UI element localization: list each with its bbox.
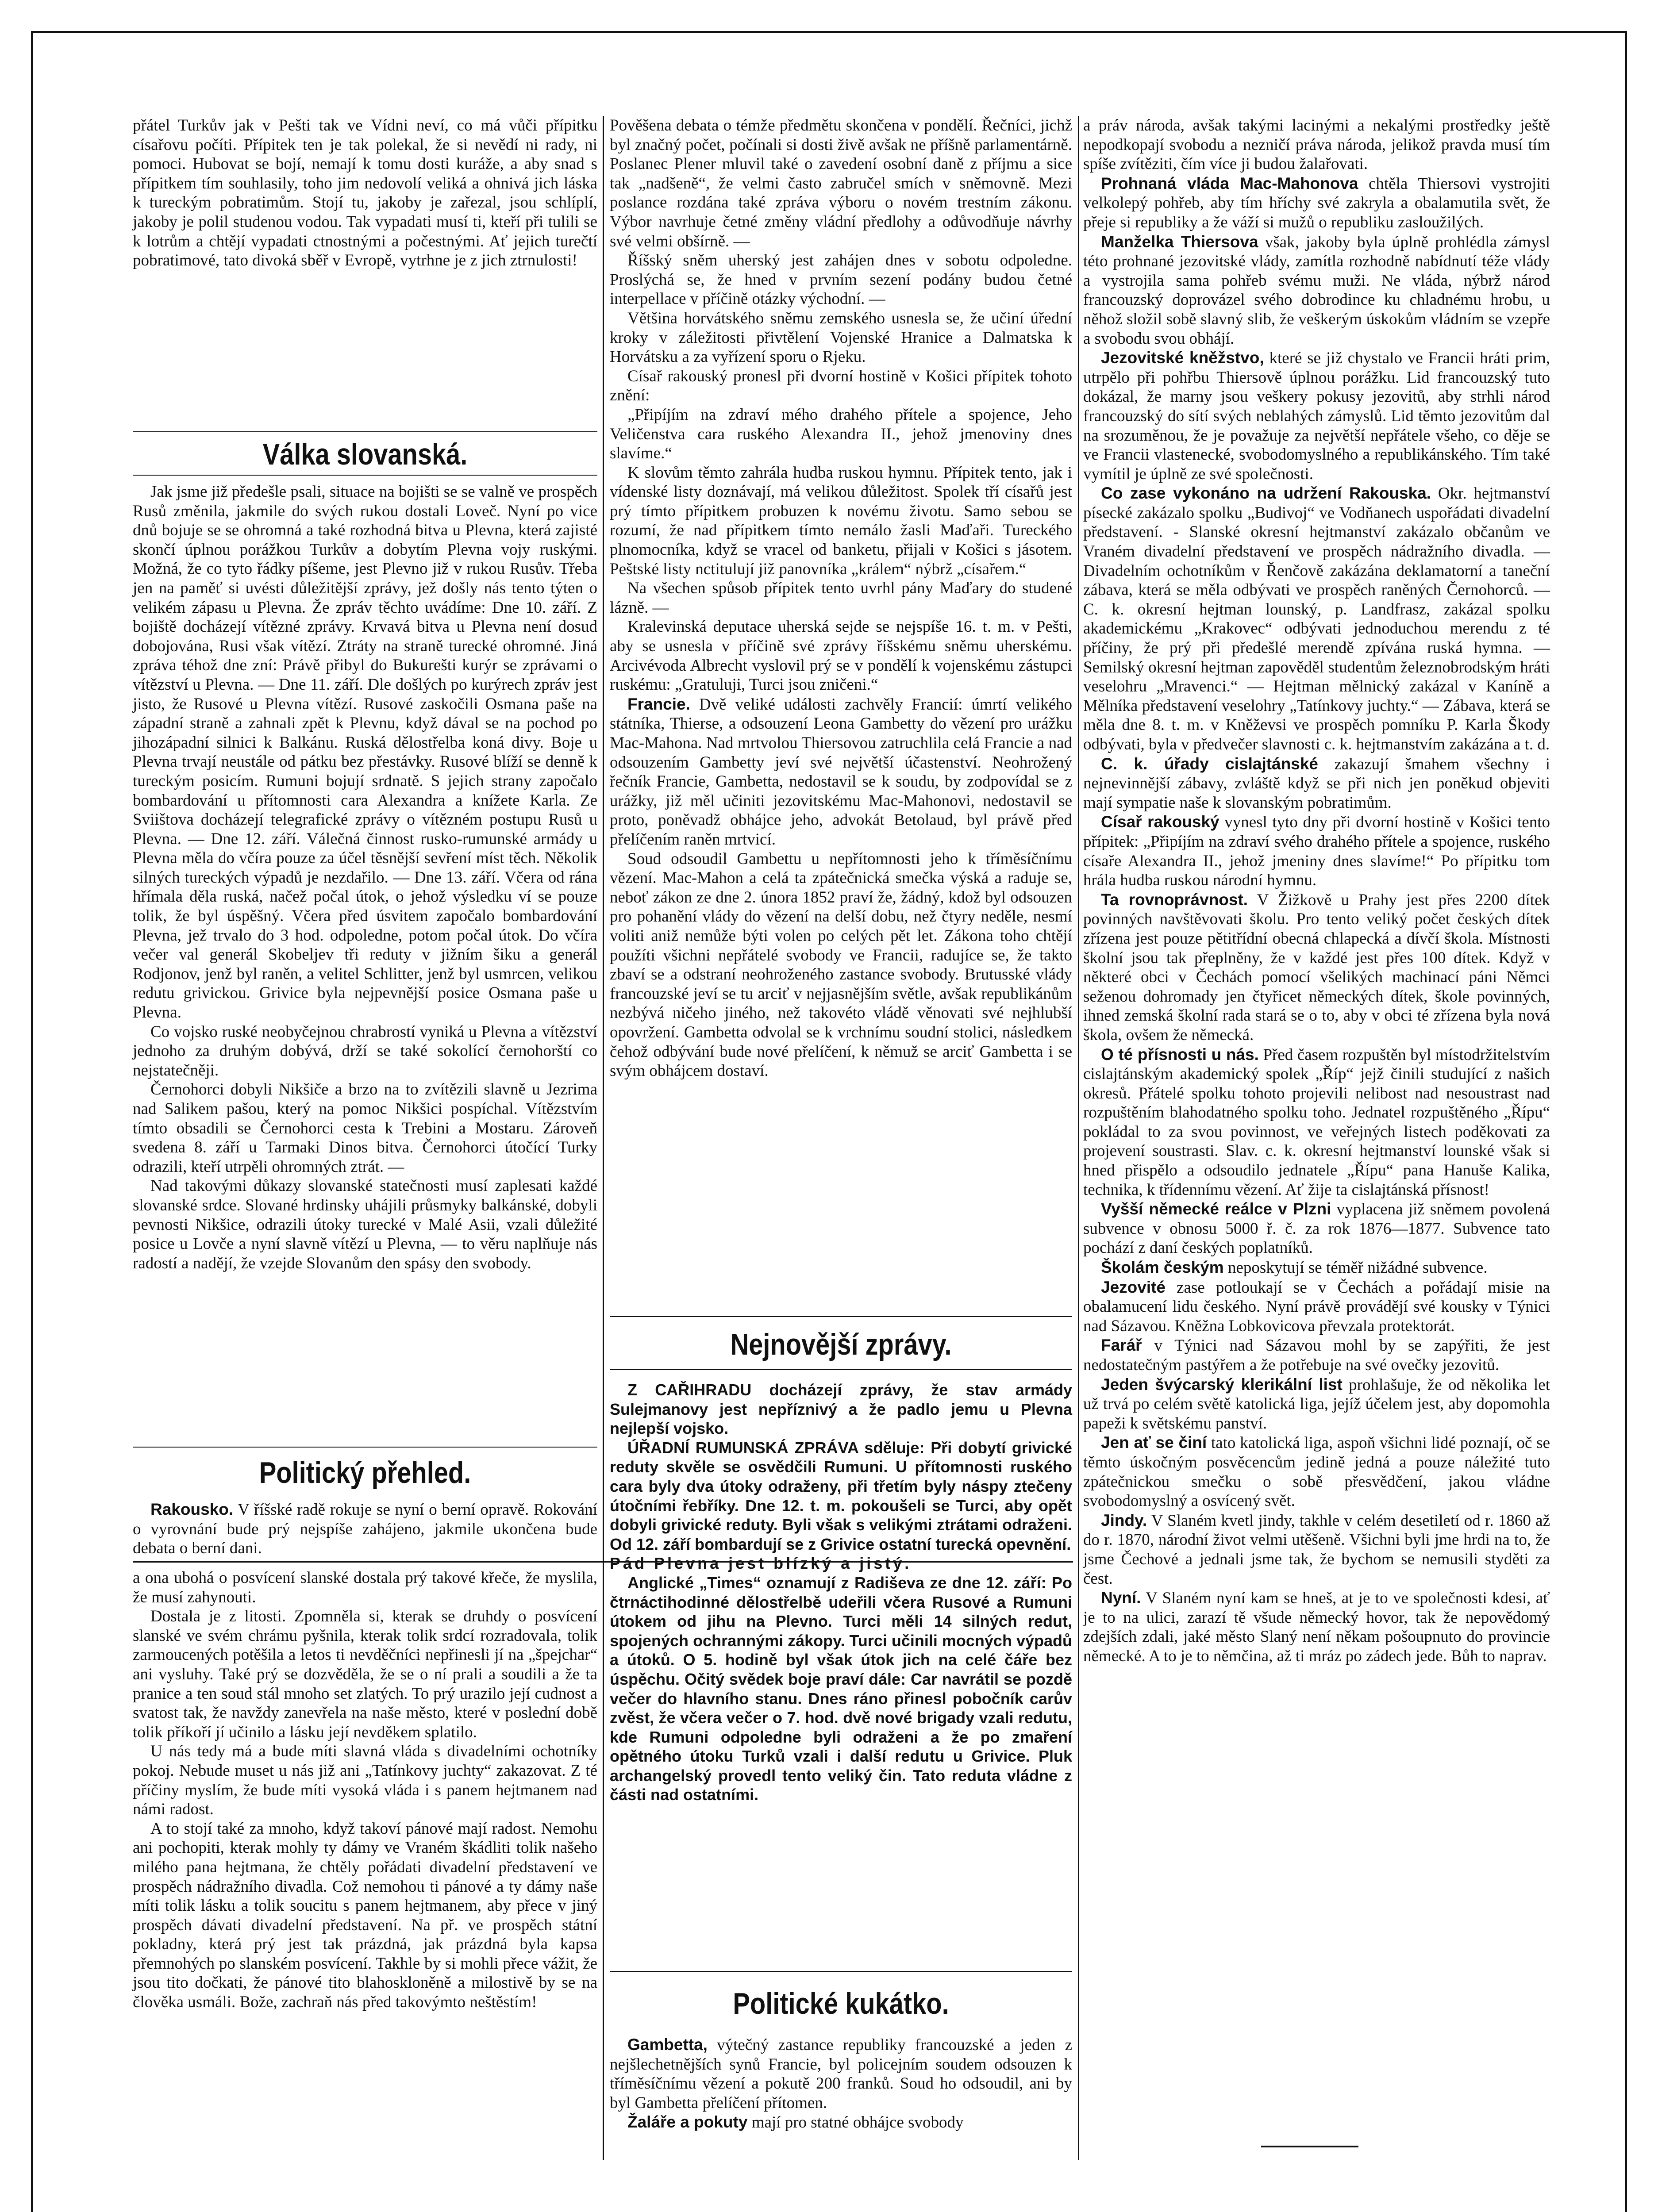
macmahon-lead: Prohnaná vláda Mac-Mahonova bbox=[1101, 174, 1358, 192]
francie-paragraph: Soud odsoudil Gambettu u nepřítomnosti jeho k tříměsíčnímu vězení. Mac-Mahon a celá ta zpátečnická smečka výská a raduje se, neboť zákon ze dne 2. února 1852 praví že, žádný, kdož byl odsouzen pro pohanění vlády do vězení na delší dobu, než čtyry neděle, nesmí voliti aniž nemůže býti volen po celých pět let. Zákona toho chtějí použíti všichni nepřátelé svobody ve Francii, radujíce se, že takto zbaví se a odstraní neohroženého zastance svobody. Brutusské vlády francouzské jeví se tu arciť v nejjasnějším světle, avšak republikánům nezbývá ničeho jiného, než takovéto vládě věnovati své nejhlubší opovržení. Gambetta odvolal se k vrchnímu soudní stolici, následkem čehož odbývání bude nové přelíčení, k němuž se arciť Gambetta i se svým obhájcem dostaví. bbox=[610, 849, 1072, 1080]
heading-valka-slovanska: Válka slovanská. bbox=[262, 438, 468, 471]
realka-text: vyplacena již sněmem povolená subvence v obnosu 5000 ř. č. za rok 1876—1877. Subvence tato pochází z daní českých poplatníků. bbox=[1083, 1200, 1550, 1257]
rule-under-nejnovejsi bbox=[610, 1369, 1072, 1370]
valka-paragraph: Černohorci dobyli Nikšiče a brzo na to zvítězili slavně u Jezrima nad Salikem pašou, který na pomoc Nikšici pospíchal. Vítězstvím tímto obsadili se Černohorci cesta k Trebini a Mostaru. Zároveň svedena 8. září u Tarmaki Dinos bitva. Černohorci útočící Turky odrazili, kteří utrpěli ohromných ztrát. — bbox=[133, 1080, 597, 1176]
slany-article bbox=[133, 1568, 597, 2012]
rule-above-nejnovejsi bbox=[610, 1316, 1072, 1317]
urady-text: zakazují šmahem všechny i nejnevinnější zábavy, zvláště když se při nich jen poněkud objeviti mají sympatie naše k slovanským pobratimům. bbox=[1083, 755, 1550, 812]
news-paragraph: Z CAŘIHRADU docházejí zprávy, že stav armády Sulejmanovy jest nepříznivý a že padlo jemu u Plevna nejlepší vojsko. bbox=[610, 1381, 1072, 1438]
col2-paragraph: Kralevinská deputace uherská sejde se nejspíše 16. t. m. v Pešti, aby se usnesla v příčině své zprávy říšskému sněmu uherskému. Arcivévoda Albrecht vyslovil prý se v pondělí k vojenskému zástupci ruskému: „Gratuluji, Turci jsou zničeni.“ bbox=[610, 618, 1072, 694]
column-1 bbox=[133, 116, 597, 270]
gambetta-text: výtečný zastance republiky francouzské a jeden z nejšlechetnějších synů Francie, byl policejním soudem odsouzen k tříměsíčnímu vězení a pokutě 200 franků. Soud ho odsoudil, ani by byl Gambetta přelíčení přítomen. bbox=[610, 2036, 1073, 2112]
col2-paragraph: Většina horvátského sněmu zemského usnesla se, že učiní úřední kroky v záležitosti přivtělení Vojenské Hranice a Dalmatska k Horvátsku a za vyřízení sporu o Rjeku. bbox=[610, 309, 1072, 366]
column-divider-2 bbox=[1078, 116, 1079, 2160]
toast-quote: „Připíjím na zdraví mého drahého přítele a spojence, Jeho Veličenstva cara ruského Alexandra II., jehož jmenoviny dnes slavíme.“ bbox=[610, 405, 1072, 463]
cini-lead: Jen ať se činí bbox=[1101, 1433, 1207, 1452]
skolam-text: neposkytují se téměř nižádné subvence. bbox=[1227, 1259, 1488, 1277]
intro-paragraph: přátel Turkův jak v Pešti tak ve Vídni neví, co má vůči přípitku císařovu počíti. Přípitek ten je tak polekal, že si nevědí ni rady, ni pomoci. Hubovat se bojí, nemají k tomu dosti kuráže, a aby snad s přípitkem tím souhlasily, toho jim nedovolí veliká a ohnivá jich láska k tureckým pobratimům. Stojí tu, jakoby je zařezal, jsou schlíplí, jakoby je polil studenou vodou. Tak vypadati musí ti, kteří při tulili se k lotrům a chtějí vypadati ctnostnými a počestnými. Ať jejich turečtí pobratimové, tato divoká sběř v Evropě, vytrhne je z jich ztrnulosti! bbox=[133, 116, 597, 270]
skolam-lead: Školám českým bbox=[1101, 1258, 1224, 1277]
macmahon-text: chtěla Thiersovi vystrojiti velkolepý pohřeb, aby tím hříchy své zakryla a obalamutila svět, že přeje si republiky a že váží si mužů o republiku zasloužilých. bbox=[1083, 174, 1550, 231]
heading-politicky-prehled: Politický přehled. bbox=[259, 1456, 471, 1490]
rovnopravnost-text: V Žižkově u Prahy jest přes 2200 dítek povinných navštěvovati školu. Pro tento veliký počet českých dítek zřízena jest pouze pětitřídní obecná chlapecká a dívčí škola. Místnosti školní jsou tak přeplněny, že v každé jest přes 100 dítek. Když v některé obci v Čechách pomocí všelikých machinací páni Němci seženou dohromady jen čtyřicet německých dítek, škole povinných, ihned zemská školní rada stará se o to, aby v obci té zřízena byla nová škola, ovšem že německá. bbox=[1083, 891, 1550, 1044]
jezovite-lead: Jezovité bbox=[1101, 1278, 1166, 1296]
valka-paragraph: Nad takovými důkazy slovanské statečnosti musí zaplesati každé slovanské srdce. Slované hrdinsky uhájili průsmyky balkánské, dobyli pevnosti Nikšice, odrazili útoky turecké v Malé Asii, vzali důležité posice u Lovče a nyní slavně vítězí u Plevna, — to věru naplňuje nás radostí a nadějí, že vzejde Slovanům den spásy den svobody. bbox=[133, 1177, 597, 1272]
valka-article bbox=[133, 482, 597, 1273]
jindy-lead: Jindy. bbox=[1101, 1511, 1147, 1529]
thiers-text: však, jakoby byla úplně prohlédla zámysl této prohnané jezovitské vlády, zamítla rozhodně nabídnutí téže vlády a vystrojila sama pohřeb svému muži. Ne vláda, nýbrž národ francouzský doprovázel svého dobrodince ku chladnému hrobu, u něhož složil sobě slavný slib, že veškerým úskokům vládním se vzepře a svobodu svou obhájí. bbox=[1083, 233, 1550, 348]
rule-under-intro bbox=[133, 431, 597, 432]
col2-paragraph: Císař rakouský pronesl při dvorní hostině v Košici přípitek tohoto znění: bbox=[610, 367, 1072, 405]
col2-paragraph: Na všechen spůsob přípitek tento uvrhl pány Maďary do studené lázně. — bbox=[610, 579, 1072, 617]
zalare-text: mají pro statné obhájce svobody bbox=[751, 2113, 964, 2132]
jezovitske-lead: Jezovitské kněžstvo, bbox=[1101, 349, 1264, 367]
prisnost-text: Před časem rozpuštěn byl místodržitelstvím cislajtánským akademický spolek „Říp“ jejž činili studující z našich okresů. Přátelé spolku tohoto projevili nelibost nad nesoustrast nad rozpuštěním blahodatného spolku toho. Jednatel rozpuštěného „Řípu“ pokládal to za svou povinnost, ve veřejných listech poděkovati za projevení soustrasti. Slav. c. k. okresní hejtmanství lounské však si hned přispělo a odsoudilo jednatele „Řípu“ pana Hanuše Kalika, technika, k třídennímu vězení. Ať žije ta cislajtánská přísnost! bbox=[1083, 1045, 1550, 1199]
valka-paragraph: Jak jsme již předešle psali, situace na bojišti se se valně ve prospěch Rusů změnila, jakmile do svých rukou dostali Loveč. Nyní po vice dnů bojuje se se ohromná a také rozhodná bitva u Plevna, která zajisté skončí úplnou porážkou Turkův a dobytím Plevna vojy ruskými. Možná, že co tyto řádky píšeme, jest Plevno již v rukou Rusův. Třeba jen na paměť si uvésti důležitější zprávy, jež došly nás tento týten o velikém zápasu u Plevna. Že zpráv těchto uvádíme: Dne 10. září. Z bojiště docházejí vítězné zprávy. Krvavá bitva u Plevna není dosud dobojována, Rusi však vítězí. Ztráty na straně turecké ohromné. Jiná zpráva téhož dne zní: Právě přibyl do Bukurešti kurýr se zprávami o vítězství u Plevna. — Dne 11. září. Dle došlých po kurýrech zpráv jest jisto, že Rusové u Plevna vítězí. Rusové zaskočili Osmana paše na západní straně a zahnali zpět k Plevnu, když dával se na pochod po jihozápadní silnici k Balkánu. Ruská dělostřelba koná divy. Boje u Plevna trvají neustále od pátku bez přestávky. Rusové blíží se denně k tureckým posicím. Rumuni bojují srdnatě. S jejich strany započalo bombardování u přítomnosti cara Alexandra a knížete Karla. Ze Sviištova docházejí telegrafické zprávy o vítězném postupu Rusů u Plevna. — Dne 12. září. Válečná činnost rusko-rumunské armády u Plevna měla do včíra pouze za účel těsnější sevření míst těch. Několik silných tureckých výpadů je nezdařilo. — Dne 13. září. Včera od rána hřímala děla ruská, načež počal útok, o jehož výsledku ví se pouze tolik, že byl úspěšný. Včera před úsvitem započalo bombardování Plevna, jež trvalo do 3 hod. odpoledne, potom počal útok. Do včíra večer val generál Skobeljev tři reduty v jižním šiku a generál Rodjonov, jenž byl raněn, a velitel Schlitter, jenž byl usmrcen, velikou redutu grivickou. Grivice byla nejpevnější posice Osmana paše u Plevna. bbox=[133, 483, 598, 1022]
col3-paragraph: a práv národa, avšak takými lacinými a nekalými prostředky ještě nepodkopají svobodu a nezničí práva národa, jelikož pravda musí tím spíše zvítěziti, čím více ji budou žalařovati. bbox=[1083, 116, 1550, 173]
politicky-article bbox=[133, 1500, 597, 1558]
svycarsky-text: prohlašuje, že od několika let už trvá po celém světě katolická liga, jejíž účelem jest, aby dopomohla papeži k světskému panství. bbox=[1083, 1375, 1550, 1432]
nyni-text: V Slaném nyní kam se hneš, at je to ve společnosti kdesi, ať je to na ulici, zarazí tě všude německý hovor, tak že nepovědomý zdejších zdali, jaké město Slaný není někam pošoupnuto do provincie německé. A to je to němčina, až ti mráz po zádech jede. Bůh to naprav. bbox=[1083, 1589, 1550, 1665]
rule-under-valka bbox=[133, 475, 597, 476]
col2-paragraph: K slovům těmto zahrála hudba ruskou hymnu. Přípitek tento, jak i vídenské listy doznávají, má velikou důležitost. Spolek tří císařů jest prý tímto přípitkem probuzen k novému životu. Samo sebou se rozumí, že nad přípitkem tímto nemálo žasli Maďaři. Tureckého plnomocníka, když se vracel od banketu, přijali v Košici s jásotem. Peštské listy nctitulují již panovníka „králem“ nýbrž „císařem.“ bbox=[610, 463, 1072, 578]
nyni-lead: Nyní. bbox=[1101, 1589, 1141, 1607]
column-2 bbox=[610, 116, 1072, 1081]
heading-nejnovejsi-zpravy: Nejnovější zprávy. bbox=[730, 1328, 952, 1361]
jindy-text: V Slaném kvetl jindy, takhle v celém desetiletí od r. 1860 až do r. 1870, národní život velmi utěšeně. Všichni byli jme hrdi na to, že jsme Čechové a jednali jsme tak, že bychom se nemusili styděti za čest. bbox=[1083, 1511, 1550, 1588]
col2-paragraph: Pověšena debata o témže předmětu skončena v pondělí. Řečníci, jichž byl značný počet, počínali si dosti živě avšak ne příšně parlamentárně. Poslanec Plener mluvil také o zavedení osobní daně z příjmu a sice tak „nadšeně“, že velmi často zabručel smích v sněmovně. Mezi poslance rozdána také zpráva výboru o novém trestním zákonu. Výbor navrhuje četné změny vládní předlohy a odůvodňuje návrhy své velmi obšírně. — bbox=[610, 116, 1072, 250]
kukatko-article bbox=[610, 2035, 1072, 2132]
farar-lead: Farář bbox=[1101, 1336, 1142, 1355]
rakousko-text: V říšské radě rokuje se nyní o berní opravě. Rokování o vyrovnání bude prý nejspíše zahájeno, jakmile ukončena bude debata o berní dani. bbox=[133, 1501, 597, 1558]
col2-paragraph: Říšský sněm uherský jest zahájen dnes v sobotu odpoledne. Proslýchá se, že hned v prvním sezení podány budou četné interpellace v příčině otázky východní. — bbox=[610, 251, 1072, 308]
realka-lead: Vyšší německé reálce v Plzni bbox=[1101, 1200, 1331, 1218]
news-paragraph: ÚŘADNÍ RUMUNSKÁ ZPRÁVA sděluje: Při dobytí grivické reduty skvěle se osvědčili Rumuni. U přítomnosti ruského cara byly dva útoky odraženy, při třetím byly náspy ztečeny útočními řebříky. Dne 12. t. m. pokoušeli se Turci, aby opět dobyli grivické reduty. Byli však s velikými ztrátami odraženi. Od 12. září bombardují se z Grivice ostatní turecká opevnění. bbox=[610, 1438, 1072, 1553]
zalare-lead: Žaláře a pokuty bbox=[627, 2113, 748, 2131]
end-rule bbox=[1261, 2146, 1358, 2147]
jezovite-text: zase potloukají se v Čechách a pořádají misie na obalamucení lidu českého. Nyní právě provádějí své kousky v Týnici nad Sázavou. Kněžna Lobkovicova převzala protektorát. bbox=[1083, 1278, 1550, 1335]
jezovitske-text: které se již chystalo ve Francii hráti prim, utrpělo při pohřbu Thiersově úplnou porážku. Lid francouzský tuto dokázal, že marny jsou veškery pokusy jezovitů, aby strhli národ francouzský do sítí svých neblahých zámyslů. Lid těmto jezovitům dal na srozuměnou, že je považuje za největší nepřátele všeho, co děje se ve Francii vlastenecké, svobodomyslného a republikánského. Tím také vymítil je úplně ze své společnosti. bbox=[1083, 349, 1550, 483]
vykonano-text: Okr. hejtmanství písecké zakázalo spolku „Budivoj“ ve Vodňanech uspořádati divadelní představení. - Slanské okresní hejtmanství zakázalo občanům ve Vraném divadelní představení ve prospěch nádražního divadla. — Divadelním ochotníkům v Řenčově zakázána deklamatorní a taneční zábava, která se měla odbývati ve prospěch raněných Černohorců. — C. k. okresní hejtman lounský, p. Landfrasz, zakázal spolku akademickému „Krakovec“ odbývati jednoduchou merendu z té příčiny, že prý při předešlé merendě zpívána ruská hymna. — Semilský okresní hejtman zapověděl studentům železnobrodským hráti veselohru „Mravenci.“ — Hejtman mělnický zakázal v Kaníně a Mělníka představení veselohry „Tatínkovy juchty.“ — Zábava, která se měla dne 8. t. m. v Kněževsi ve prospěch pomníku P. Karla Škody odbývati, byla v předvečer slavnosti c. k. hejtmanstvím zakázána a t. d. bbox=[1083, 484, 1550, 753]
column-divider-1 bbox=[603, 116, 604, 2160]
rule-above-kukatko bbox=[610, 1971, 1072, 1972]
farar-text: v Týnici nad Sázavou mohl by se zapýřiti, že jest nedostatečným pastýřem a že potřebuje na své ovečky jezovitů. bbox=[1083, 1336, 1550, 1374]
rovnopravnost-lead: Ta rovnoprávnost. bbox=[1101, 890, 1248, 909]
cisar-lead: Císař rakouský bbox=[1101, 813, 1219, 831]
news-paragraph: Anglické „Times“ oznamují z Radiševa ze dne 12. září: Po čtrnáctihodinné dělostřelbě udeřili včera Rusové a Rumuni útokem od jihu na Plevno. Turci měli 14 silných redut, spojených ochrannými zákopy. Turci učinili mocných výpadů a útoků. O 5. hodině byl však útok jich na celé čáře bez úspěchu. Očitý svědek boje praví dále: Car navrátil se pozdě večer do hlavního stanu. Dnes ráno přinesl pobočník carův zvěst, že včera večer o 7. hod. dvě nové brigady vzali redutu, kde Rumuni odpoledne byli odraženi a že po zmaření opětného útoku Turků vzali i další redutu u Grivice. Pluk archangelský provedl tento veliký čin. Tato reduta vládne z části nad ostatními. bbox=[610, 1573, 1072, 1804]
valka-paragraph: Co vojsko ruské neobyčejnou chrabrostí vyniká u Plevna a vítězství jednoho za druhým dobývá, drží se také sokolící černohorští co nejstatečněji. bbox=[133, 1022, 597, 1079]
news-headline: Pád Plevna jest blízký a jistý. bbox=[610, 1554, 912, 1573]
slany-paragraph: A to stojí také za mnoho, když takoví pánové mají radost. Nemohu ani pochopiti, kterak mohly ty dámy ve Vraném škádliti tolik našeho milého pana hejtmana, že chtěly pořádati divadelní představení ve prospěch nádražního divadla. Což nemohou ti pánové a ty dámy naše míti tolik lásku a tolik soucitu s panem hejtmanem, aby přece v jiný prospěch dávati divadelní představení. Na př. ve prospěch státní pokladny, která prý jest tak prázdná, jak prázdná byla kapsa přemnohých po slanském posvícení. Takhle by si mohli přece vážit, že jsou tito dočkati, že pánové tito blahoskloněně a milostivě by se na člověka usmáli. Bože, zachraň nás před takovýmto neštěstím! bbox=[133, 1819, 597, 2012]
heading-politicke-kukatko: Politické kukátko. bbox=[733, 1987, 949, 2020]
rakousko-lead: Rakousko. bbox=[150, 1500, 234, 1518]
slany-paragraph: U nás tedy má a bude míti slavná vláda s divadelními ochotníky pokoj. Nebude muset u nás již ani „Tatínkovy juchty“ zakazovat. Z té příčiny myslím, že bude míti vysoká vláda i s panem hejtmanem nad námi radost. bbox=[133, 1742, 597, 1819]
column-3 bbox=[1083, 116, 1550, 1666]
prisnost-lead: O té přísnosti u nás. bbox=[1101, 1045, 1259, 1064]
svycarsky-lead: Jeden švýcarský klerikální list bbox=[1101, 1375, 1343, 1394]
slany-paragraph: a ona ubohá o posvícení slanské dostala prý takové křeče, že myslila, že musí zahynouti. bbox=[133, 1569, 597, 1606]
francie-text: Dvě veliké události zachvěly Francií: úmrtí velikého státníka, Thierse, a odsouzení Leona Gambetty do vězení pro urážku Mac-Mahona. Nad mrtvolou Thiersovou zatruchlila celá Francie a nad odsouzením Gambetty jeví své největší účastenství. Neohrožený řečník Francie, Gambetta, nedostavil se k soudu, by zodpovídal se z urážky, již měl učiniti jezovitskému Mac-Mahonovi, nedostavil se proto, poněvadž obhájce jeho, advokát Betolaud, byl právě před přelíčením raněn mrtvicí. bbox=[610, 695, 1072, 849]
slany-paragraph: Dostala je z litosti. Zpomněla si, kterak se druhdy o posvícení slanské ve svém chrámu pyšnila, kterak tolik srdcí rozradovala, tolik zarmoucených potěšila a letos ti nevděčníci nepřinesli jí na „špejchar“ ani vysluhy. Také prý se dozvěděla, že se o ní prali a soudili a že ta pranice a ten soud stál mnoho set zlatých. To prý urazilo její cudnost a svatost tak, že navždy zanevřela na naše město, které v poslední době tolik příkoří jí učinilo a lásku její nevděkem splatilo. bbox=[133, 1607, 597, 1741]
thiers-lead: Manželka Thiersova bbox=[1101, 232, 1258, 251]
cisar-text: vynesl tyto dny při dvorní hostině v Košici tento přípitek: „Připíjím na zdraví svého drahého přítele a spojence, ruského císaře Alexandra II., jehož jmeniny dnes slavíme!“ Po přípitku tom hrála hudba ruskou národní hymnu. bbox=[1083, 813, 1550, 890]
urady-lead: C. k. úřady cislajtánské bbox=[1101, 754, 1318, 773]
cini-text: tato katolická liga, aspoň všichni lidé poznají, oč se těmto úskočným posvěcencům jedině jedná a pouze náležité tuto zpátečnickou smečku o sobě přesvědčení, jakou vládne svobodomyslný a osvícený svět. bbox=[1083, 1434, 1550, 1510]
nejnovejsi-article bbox=[610, 1380, 1072, 1805]
vykonano-head: Co zase vykonáno na udržení Rakouska. bbox=[1101, 484, 1431, 503]
francie-lead: Francie. bbox=[627, 695, 690, 713]
rule-above-politicky bbox=[133, 1447, 597, 1448]
gambetta-lead: Gambetta, bbox=[627, 2035, 708, 2054]
